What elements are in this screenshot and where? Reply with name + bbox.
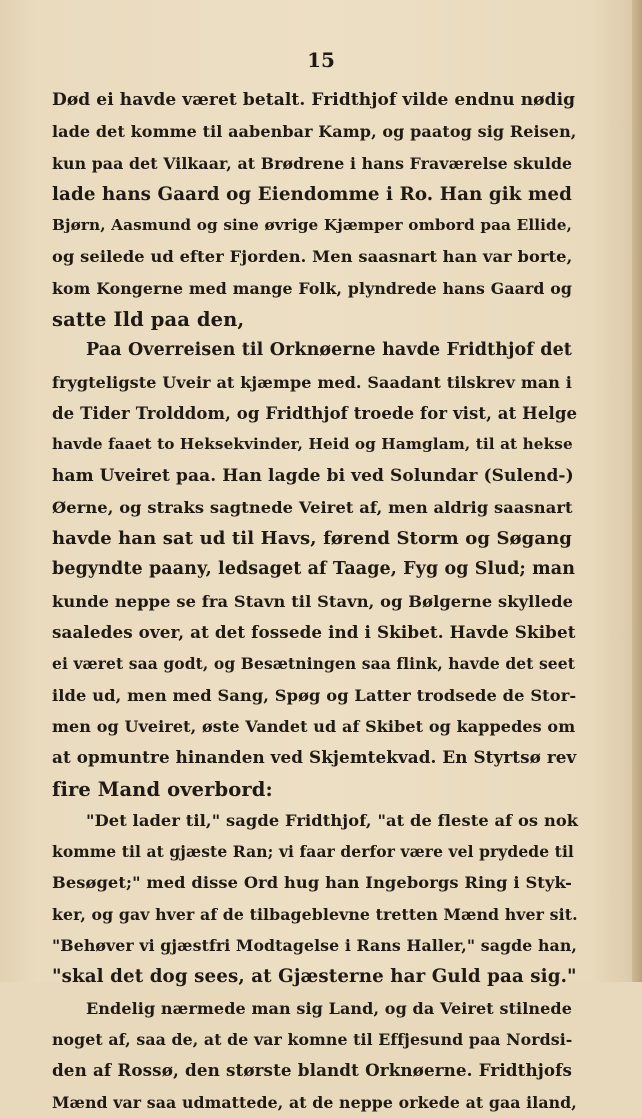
text-line: kun paa det Vilkaar, at Brødrene i hans Fraværelse skulde [52, 153, 573, 173]
body-text [52, 85, 579, 1118]
text-line: men og Uveiret, øste Vandet ud af Skibet og kappedes om [52, 716, 576, 736]
text-line: kom Kongerne med mange Folk, plyndrede hans Gaard og [52, 278, 572, 298]
text-line: "Det lader til," sagde Fridthjof, "at de fleste af os nok [86, 810, 579, 830]
text-line: at opmuntre hinanden ved Skjemtekvad. En Styrtsø rev [52, 747, 577, 768]
text-line: og seilede ud efter Fjorden. Men saasnart han var borte, [52, 247, 573, 267]
text-line: begyndte paany, ledsaget af Taage, Fyg og Slud; man [52, 559, 576, 580]
text-line: de Tider Trolddom, og Fridthjof troede for vist, at Helge [52, 403, 578, 423]
text-line: Bjørn, Aasmund og sine øvrige Kjæmper ombord paa Ellide, [52, 216, 572, 235]
text-line: komme til at gjæste Ran; vi faar derfor være vel prydede til [52, 842, 574, 862]
text-line: frygteligste Uveir at kjæmpe med. Saadant tilskrev man i [52, 372, 572, 392]
text-line: Paa Overreisen til Orknøerne havde Fridthjof det [86, 340, 572, 361]
text-line: lade hans Gaard og Eiendomme i Ro. Han gik med [52, 183, 572, 205]
page-edge [632, 0, 642, 982]
text-line: Besøget;" med disse Ord hug han Ingeborgs Ring i Styk- [52, 873, 572, 893]
text-line: Mænd var saa udmattede, at de neppe orkede at gaa iland, [52, 1092, 577, 1112]
text-line: havde faaet to Heksekvinder, Heid og Hamglam, til at hekse [52, 435, 573, 454]
page-number: 15 [307, 48, 335, 72]
text-line: ei været saa godt, og Besætningen saa flink, havde det seet [52, 654, 575, 674]
text-line: noget af, saa de, at de var komne til Effjesund paa Nordsi- [52, 1029, 573, 1049]
text-line: ilde ud, men med Sang, Spøg og Latter trodsede de Stor- [52, 685, 577, 705]
text-line: ker, og gav hver af de tilbageblevne tretten Mænd hver sit. [52, 904, 578, 924]
text-line: Øerne, og straks sagtnede Veiret af, men aldrig saasnart [52, 497, 573, 517]
text-line: "skal det dog sees, at Gjæsterne har Guld paa sig." [52, 966, 577, 988]
text-line: havde han sat ud til Havs, førend Storm og Søgang [52, 528, 572, 550]
text-line: ham Uveiret paa. Han lagde bi ved Solundar (Sulend-) [52, 465, 574, 486]
text-line: Død ei havde været betalt. Fridthjof vilde endnu nødig [52, 90, 576, 110]
text-line: Endelig nærmede man sig Land, og da Veiret stilnede [86, 998, 572, 1018]
text-line: den af Rossø, den største blandt Orknøerne. Fridthjofs [52, 1060, 572, 1081]
text-line: saaledes over, at det fossede ind i Skibet. Havde Skibet [52, 622, 576, 643]
text-line: fire Mand overbord: [52, 777, 273, 801]
text-line: satte Ild paa den, [52, 308, 245, 332]
text-line: "Behøver vi gjæstfri Modtagelse i Rans Haller," sagde han, [52, 936, 577, 956]
text-line: kunde neppe se fra Stavn til Stavn, og Bølgerne skyllede [52, 591, 574, 611]
text-line: lade det komme til aabenbar Kamp, og paatog sig Reisen, [52, 122, 577, 142]
